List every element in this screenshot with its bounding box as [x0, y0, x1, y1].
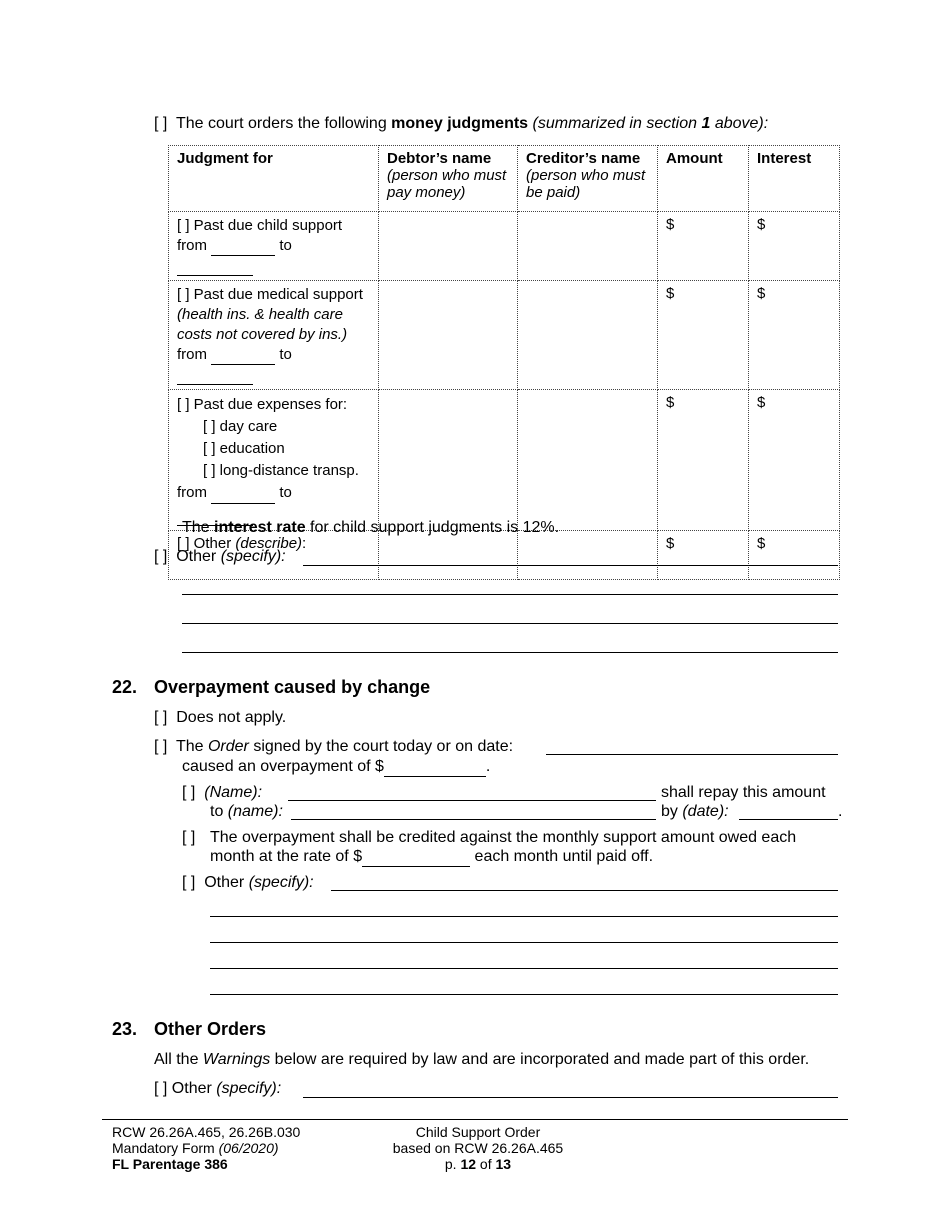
checkbox-child-support[interactable]: [ ] Past due child support: [177, 217, 343, 234]
credited-text-1: The overpayment shall be credited against the monthly support amount owed each: [210, 829, 797, 846]
period: .: [838, 803, 843, 820]
checkbox[interactable]: [ ]: [182, 784, 196, 801]
interest-cell[interactable]: $: [749, 531, 840, 580]
specify-line[interactable]: [331, 890, 838, 891]
checkbox[interactable]: [ ]: [154, 1080, 168, 1097]
order-overpayment: [ ] The Order signed by the court today or on date:: [154, 738, 514, 755]
interest-cell[interactable]: $: [749, 281, 840, 390]
table-row: [169, 281, 840, 390]
amount-cell[interactable]: $: [658, 212, 749, 281]
by-date-line[interactable]: [739, 819, 838, 820]
footer-rcw: RCW 26.26A.465, 26.26B.030: [112, 1124, 301, 1140]
by-date-row: by (date):: [661, 803, 729, 820]
intro-italic-end: above):: [710, 115, 769, 132]
specify-line[interactable]: [303, 565, 838, 566]
caused-overpayment: caused an overpayment of $ .: [182, 758, 491, 775]
header-creditor: Creditor’s name (person who must be paid): [518, 146, 658, 212]
name-line[interactable]: [288, 800, 656, 801]
to-name-row: to (name):: [210, 803, 283, 820]
checkbox-medical[interactable]: [ ] Past due medical support: [177, 286, 363, 303]
footer-center: [378, 1124, 578, 1172]
order-date-line[interactable]: [546, 754, 838, 755]
from-date-line[interactable]: [211, 255, 275, 256]
checkbox-expenses[interactable]: [ ] Past due expenses for:: [177, 396, 348, 413]
checkbox[interactable]: [ ]: [182, 874, 196, 891]
monthly-rate-line[interactable]: [362, 848, 470, 867]
footer-form-id: FL Parentage 386: [112, 1156, 228, 1172]
checkbox[interactable]: [ ]: [182, 829, 196, 846]
footer-doc-title: Child Support Order: [415, 1124, 541, 1140]
checkbox[interactable]: [ ]: [154, 709, 168, 726]
section-22-title: Overpayment caused by change: [154, 677, 431, 697]
section-23-number: 23.: [112, 1019, 138, 1039]
credited-checkbox-row: [182, 829, 195, 847]
debtor-cell[interactable]: [379, 531, 518, 580]
creditor-cell[interactable]: [518, 281, 658, 390]
header-amount: Amount: [658, 146, 749, 212]
specify-line[interactable]: [303, 1097, 838, 1098]
amount-cell[interactable]: $: [658, 531, 749, 580]
interest-cell[interactable]: $: [749, 212, 840, 281]
medical-note: (health ins. & health care costs not covered by ins.): [177, 306, 348, 343]
amount-cell[interactable]: $: [658, 390, 749, 531]
creditor-cell[interactable]: [518, 531, 658, 580]
to-name-line[interactable]: [291, 819, 656, 820]
specify-line[interactable]: [210, 916, 838, 917]
header-interest: Interest: [749, 146, 840, 212]
name-repay-row: [ ] (Name):: [182, 784, 263, 801]
intro-bold: money judgments: [391, 115, 529, 132]
creditor-cell[interactable]: [518, 390, 658, 531]
to-label: to: [279, 346, 292, 363]
debtor-cell[interactable]: [379, 390, 518, 531]
section-22-number: 22.: [112, 677, 138, 697]
to-label: to: [279, 484, 292, 501]
section-number: 1: [701, 115, 711, 132]
debtor-cell[interactable]: [379, 281, 518, 390]
header-debtor: Debtor’s name (person who must pay money): [379, 146, 518, 212]
interest-cell[interactable]: $: [749, 390, 840, 531]
to-date-line[interactable]: [177, 384, 253, 385]
warnings-text: All the Warnings below are required by law and are incorporated and made part of this order.: [154, 1051, 810, 1068]
checkbox-day-care[interactable]: [ ] day care: [203, 418, 278, 435]
table-row: [169, 390, 840, 531]
credited-text-2: month at the rate of $ each month until paid off.: [210, 848, 654, 865]
creditor-cell[interactable]: [518, 212, 658, 281]
overpayment-amount-line[interactable]: [384, 758, 486, 777]
header-judgment-for: Judgment for: [169, 146, 379, 212]
judgments-table: [168, 145, 840, 580]
intro-italic: (summarized in section: [528, 115, 702, 132]
checkbox-other-judgment[interactable]: [ ] Other: [177, 535, 236, 552]
footer-doc-basis: based on RCW 26.26A.465: [392, 1140, 564, 1156]
specify-line[interactable]: [210, 942, 838, 943]
from-date-line[interactable]: [211, 364, 275, 365]
checkbox-transport[interactable]: [ ] long-distance transp.: [203, 462, 359, 479]
table-row: [ ] Other (describe): $ $: [169, 531, 840, 580]
checkbox[interactable]: [ ]: [154, 548, 168, 565]
to-label: to: [279, 237, 292, 254]
specify-line[interactable]: [182, 594, 838, 595]
debtor-cell[interactable]: [379, 212, 518, 281]
repay-text: shall repay this amount: [661, 784, 826, 801]
section-23-title: Other Orders: [154, 1019, 267, 1039]
from-date-line[interactable]: [211, 503, 275, 504]
specify-line[interactable]: [182, 652, 838, 653]
interest-rate-text: The interest rate for child support judgments is 12%.: [182, 519, 560, 536]
specify-line[interactable]: [182, 623, 838, 624]
to-date-line[interactable]: [177, 275, 253, 276]
checkbox[interactable]: [ ]: [154, 738, 168, 755]
from-label: from: [177, 484, 207, 501]
other-specify-23: [ ] Other (specify):: [154, 1080, 282, 1097]
from-label: from: [177, 237, 207, 254]
other-specify-1: [ ] Other (specify):: [154, 548, 286, 565]
describe-label: (describe): [235, 535, 303, 552]
table-row: [169, 212, 840, 281]
specify-line[interactable]: [210, 994, 838, 995]
footer-page-number: p. 12 of 13: [444, 1156, 512, 1172]
amount-cell[interactable]: $: [658, 281, 749, 390]
checkbox[interactable]: [ ]: [154, 115, 168, 132]
footer-left: [112, 1124, 300, 1172]
does-not-apply: [ ] Does not apply.: [154, 709, 287, 726]
intro-text: The court orders the following: [175, 115, 392, 132]
checkbox-education[interactable]: [ ] education: [203, 440, 285, 457]
money-judgments-intro: [154, 115, 768, 133]
footer-mandatory-form: Mandatory Form (06/2020): [112, 1140, 279, 1156]
other-specify-22: [ ] Other (specify):: [182, 874, 314, 891]
specify-line[interactable]: [210, 968, 838, 969]
footer-divider: [102, 1119, 848, 1120]
from-label: from: [177, 346, 207, 363]
